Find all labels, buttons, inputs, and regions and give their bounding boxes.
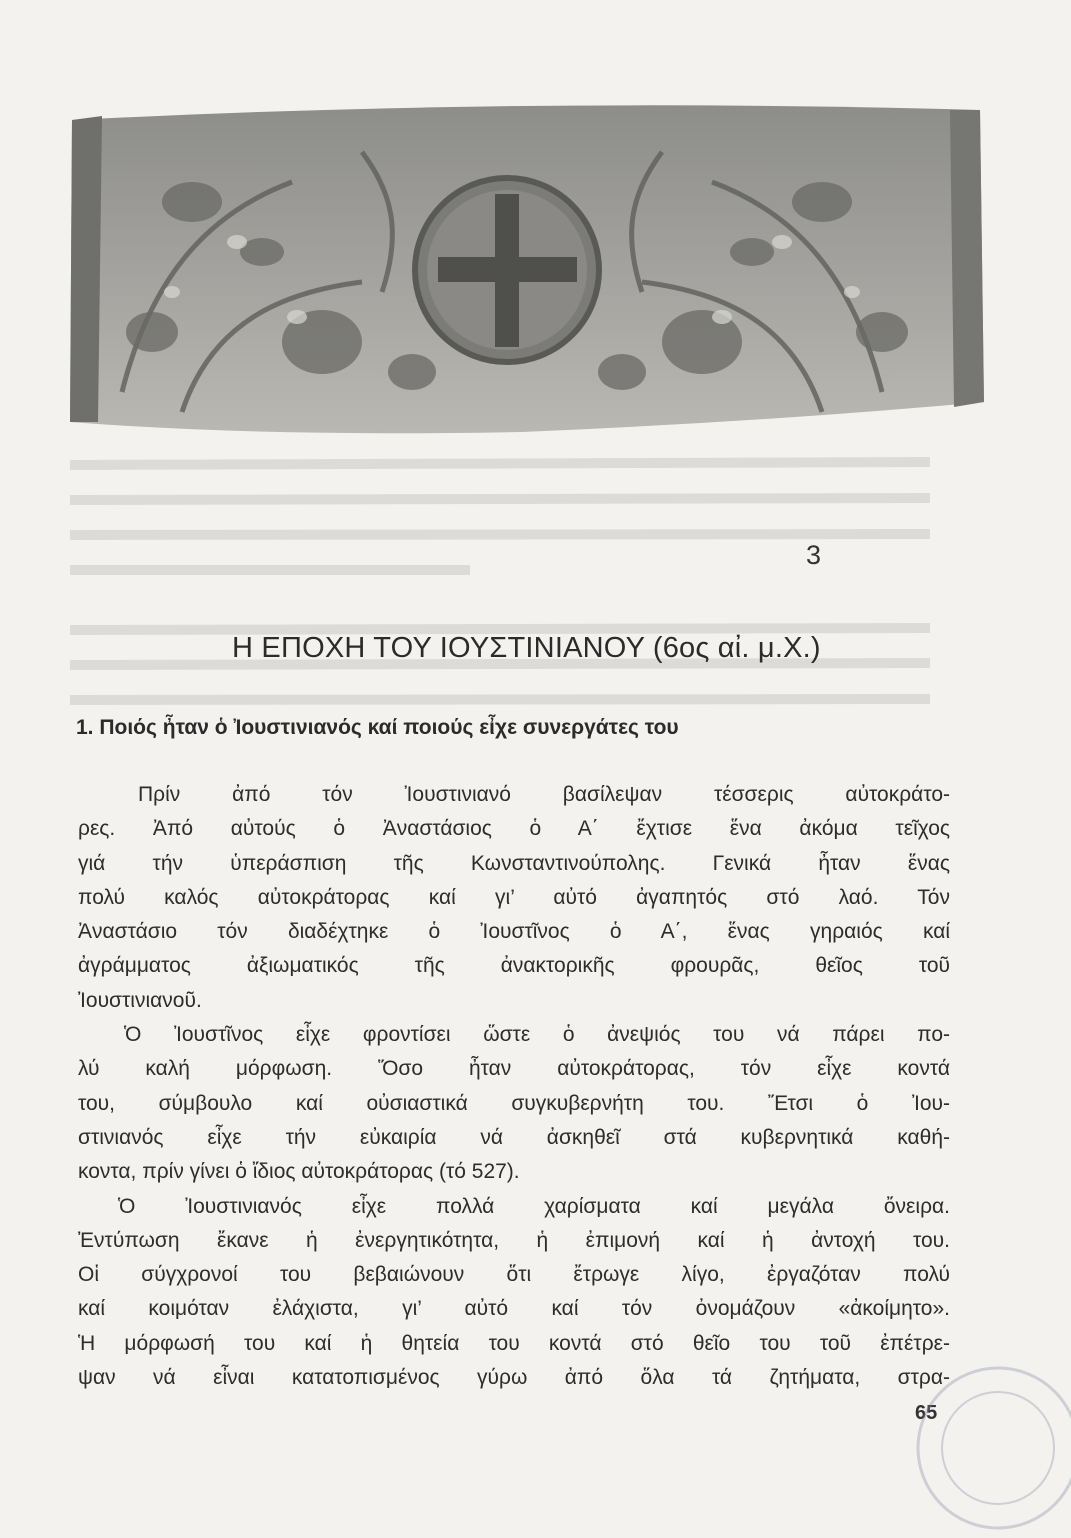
body-text bbox=[78, 778, 950, 1395]
cross-medallion-icon bbox=[415, 178, 599, 362]
text-line: στινιανός εἶχε τήν εὐκαιρία νά ἀσκηθεῖ στά κυβερνητικά καθή- bbox=[78, 1125, 950, 1149]
text-line: Ἰουστινιανοῦ. bbox=[78, 988, 202, 1012]
text-line: Ὁ Ἰουστινιανός εἶχε πολλά χαρίσματα καί μεγάλα ὄνειρα. bbox=[118, 1194, 950, 1218]
bleed-through-lines bbox=[70, 440, 950, 760]
text-line: ρες. Ἀπό αὐτούς ὁ Ἀναστάσιος ὁ Α΄ ἔχτισε ἕνα ἀκόμα τεῖχος bbox=[78, 817, 950, 841]
carved-relief-image bbox=[62, 92, 987, 440]
text-line: Ἡ μόρφωσή του καί ἡ θητεία του κοντά στό θεῖο του τοῦ ἐπέτρε- bbox=[78, 1331, 950, 1355]
text-line: καί κοιμόταν ἐλάχιστα, γι’ αὐτό καί τόν ὀνομάζουν «ἀκοίμητο». bbox=[78, 1297, 950, 1321]
text-line: λύ καλή μόρφωση. Ὅσο ἦταν αὐτοκράτορας, τόν εἶχε κοντά bbox=[78, 1057, 950, 1081]
text-line: Ἐντύπωση ἔκανε ἡ ἐνεργητικότητα, ἡ ἐπιμονή καί ἡ ἀντοχή του. bbox=[78, 1228, 950, 1252]
section-heading: 1. Ποιός ἦταν ὁ Ἰουστινιανός καί ποιούς εἶχε συνεργάτες του bbox=[76, 716, 679, 739]
chapter-title: Η ΕΠΟΧΗ ΤΟΥ ΙΟΥΣΤΙΝΙΑΝΟΥ (6ος αἰ. μ.Χ.) bbox=[232, 632, 821, 664]
text-line: Πρίν ἀπό τόν Ἰουστινιανό βασίλεψαν τέσσερις αὐτοκράτο- bbox=[138, 783, 950, 806]
text-line: ψαν νά εἶναι κατατοπισμένος γύρω ἀπό ὅλα τά ζητήματα, στρα- bbox=[78, 1366, 950, 1390]
text-line: ἀγράμματος ἀξιωματικός τῆς ἀνακτορικῆς φρουρᾶς, θεῖος τοῦ bbox=[78, 954, 950, 978]
text-line: πολύ καλός αὐτοκράτορας καί γι’ αὐτό ἀγαπητός στό λαό. Τόν bbox=[78, 885, 950, 909]
chapter-number: 3 bbox=[806, 540, 822, 570]
text-line: κοντα, πρίν γίνει ὁ ἴδιος αὐτοκράτορας (τό 527). bbox=[78, 1160, 520, 1184]
text-line: γιά τήν ὑπεράσπιση τῆς Κωνσταντινούπολης. Γενικά ἦταν ἕνας bbox=[78, 851, 950, 875]
text-line: Ἀναστάσιο τόν διαδέχτηκε ὁ Ἰουστῖνος ὁ Α΄, ἕνας γηραιός καί bbox=[78, 920, 950, 944]
library-stamp-icon bbox=[908, 1358, 1071, 1538]
text-line: Ὁ Ἰουστῖνος εἶχε φροντίσει ὥστε ὁ ἀνεψιός του νά πάρει πο- bbox=[124, 1023, 950, 1047]
text-line: του, σύμβουλο καί οὐσιαστικά συγκυβερνήτη του. Ἔτσι ὁ Ἰου- bbox=[78, 1091, 950, 1115]
text-line: Οἱ σύγχρονοί του βεβαιώνουν ὅτι ἔτρωγε λίγο, ἐργαζόταν πολύ bbox=[78, 1263, 950, 1287]
page-number: 65 bbox=[915, 1402, 938, 1424]
